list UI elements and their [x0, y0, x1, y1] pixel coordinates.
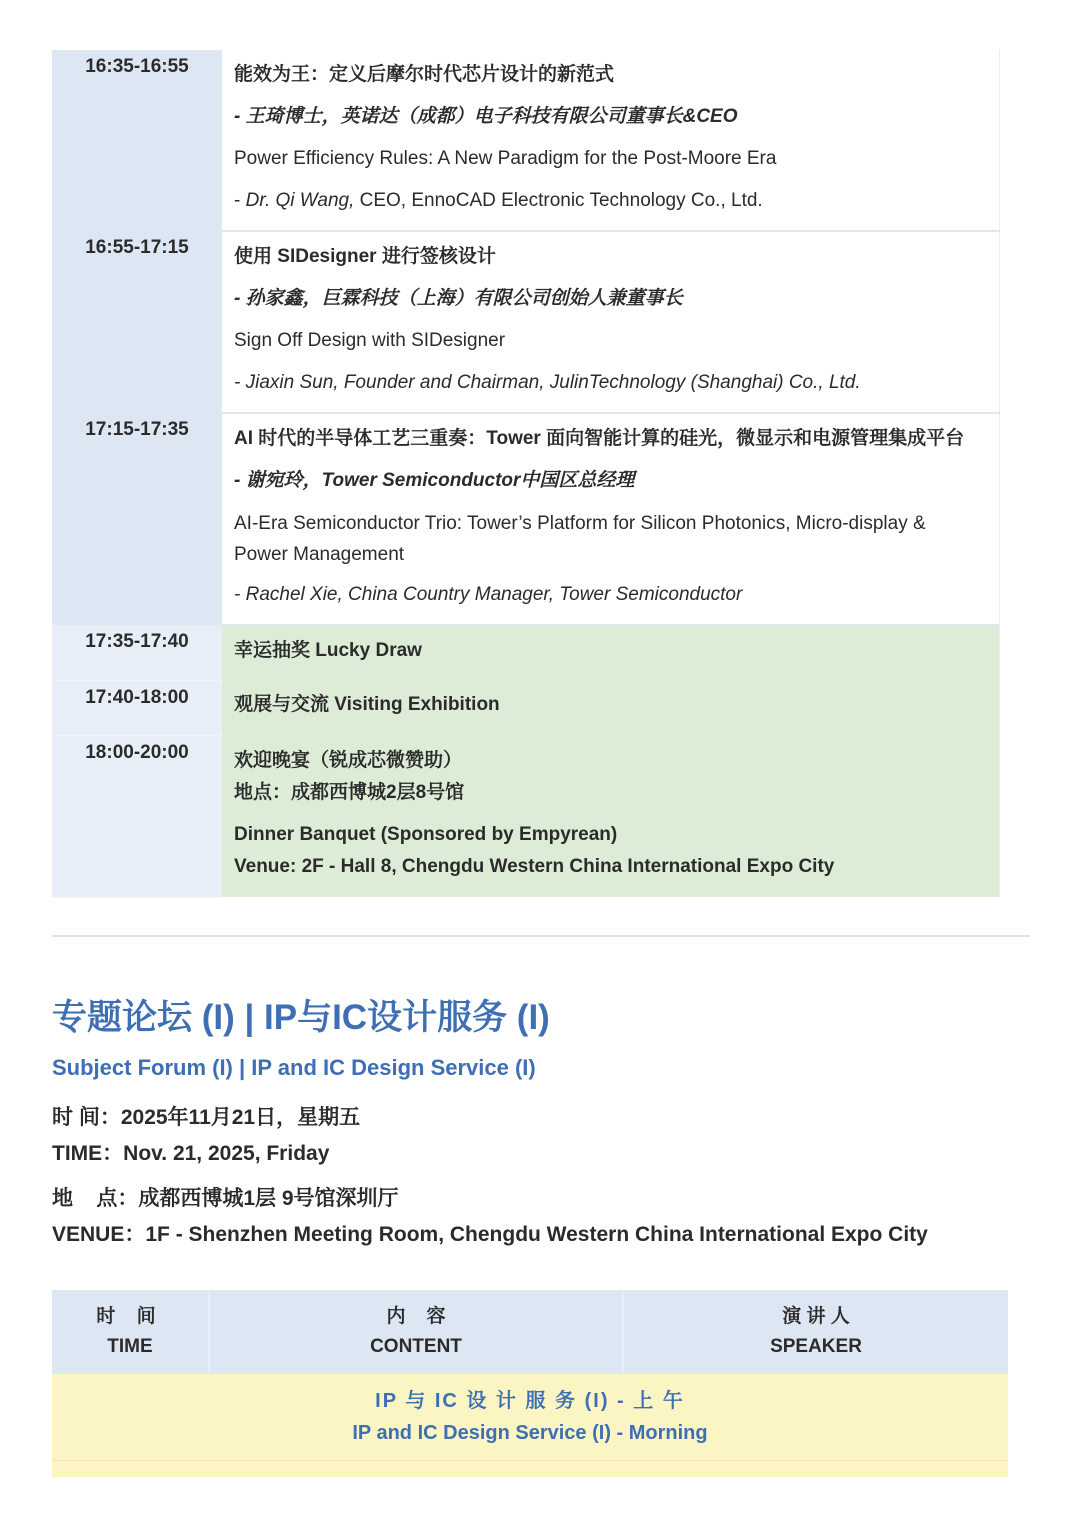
agenda-time: 17:35-17:40: [52, 625, 222, 680]
speaker-en-prefix: -: [234, 190, 246, 211]
header-speaker-en: SPEAKER: [770, 1336, 862, 1357]
schedule-row-cut: [52, 1461, 1008, 1478]
agenda-time: 16:35-16:55: [52, 50, 222, 231]
break-item: 幸运抽奖 Lucky Draw: [234, 640, 422, 661]
banquet-title-zh: 欢迎晚宴（锐成芯微赞助）: [234, 750, 463, 771]
speaker-en: - Jiaxin Sun, Founder and Chairman, JulinTechnology (Shanghai) Co., Ltd.: [234, 372, 861, 393]
agenda-row: [52, 50, 1000, 231]
forum-venue-en: VENUE：1F - Shenzhen Meeting Room, Chengdu Western China International Expo City: [52, 1223, 928, 1246]
talk-title-zh: 能效为王：定义后摩尔时代芯片设计的新范式: [234, 64, 615, 85]
agenda-content: [222, 413, 1000, 625]
schedule-row-partial: [52, 1461, 1008, 1478]
agenda-content: [222, 680, 1000, 735]
banquet-venue-en: Venue: 2F - Hall 8, Chengdu Western China International Expo City: [234, 856, 835, 877]
forum-subtitle: Subject Forum (I) | IP and IC Design Service (I): [52, 1055, 536, 1080]
speaker-zh: - 王琦博士，英诺达（成都）电子科技有限公司董事长&CEO: [234, 106, 738, 127]
talk-title-zh: AI 时代的半导体工艺三重奏：Tower 面向智能计算的硅光，微显示和电源管理集成平台: [234, 428, 965, 449]
header-time: [52, 1290, 209, 1374]
talk-title-zh: 使用 SIDesigner 进行签核设计: [234, 246, 496, 267]
schedule-section-row: [52, 1374, 1008, 1461]
section-heading-zh: IP 与 IC 设 计 服 务 (I) - 上 午: [375, 1390, 685, 1412]
speaker-en-name: Dr. Qi Wang,: [245, 190, 355, 211]
forum-time-zh: 时 间：2025年11月21日，星期五: [52, 1106, 361, 1129]
agenda-content: [222, 735, 1000, 897]
agenda-row-banquet: [52, 735, 1000, 897]
banquet-venue-zh: 地点：成都西博城2层8号馆: [234, 782, 465, 803]
agenda-content: [222, 50, 1000, 231]
agenda-row-break: [52, 680, 1000, 735]
section-heading: [52, 1374, 1008, 1461]
agenda-content: [222, 625, 1000, 680]
agenda-time: 16:55-17:15: [52, 231, 222, 413]
forum-title: 专题论坛 (I) | IP与IC设计服务 (I): [52, 998, 550, 1037]
header-content: [209, 1290, 623, 1374]
schedule-header-row: [52, 1290, 1008, 1374]
talk-title-en: Sign Off Design with SIDesigner: [234, 330, 506, 351]
banquet-title-en: Dinner Banquet (Sponsored by Empyrean): [234, 824, 618, 845]
agenda-row: [52, 231, 1000, 413]
forum-time-en: TIME：Nov. 21, 2025, Friday: [52, 1142, 330, 1165]
agenda-time: 18:00-20:00: [52, 735, 222, 897]
agenda-time: 17:15-17:35: [52, 413, 222, 625]
header-content-zh: 内 容: [386, 1306, 446, 1327]
header-time-en: TIME: [107, 1336, 153, 1357]
talk-title-en: Power Efficiency Rules: A New Paradigm for the Post-Moore Era: [234, 148, 777, 169]
break-item: 观展与交流 Visiting Exhibition: [234, 694, 500, 715]
section-heading-en: IP and IC Design Service (I) - Morning: [352, 1422, 708, 1444]
header-content-en: CONTENT: [370, 1336, 462, 1357]
agenda-table: [52, 50, 1000, 898]
forum-venue-zh: 地 点：成都西博城1层 9号馆深圳厅: [52, 1187, 399, 1210]
header-time-zh: 时 间: [96, 1306, 164, 1327]
header-speaker-zh: 演 讲 人: [782, 1306, 850, 1327]
speaker-zh: - 孙家鑫，巨霖科技（上海）有限公司创始人兼董事长: [234, 288, 683, 309]
agenda-content: [222, 231, 1000, 413]
header-speaker: [623, 1290, 1008, 1374]
agenda-row-break: [52, 625, 1000, 680]
speaker-zh: - 谢宛玲，Tower Semiconductor中国区总经理: [234, 470, 635, 491]
speaker-en: [234, 180, 977, 222]
talk-title-en: AI-Era Semiconductor Trio: Tower’s Platform for Silicon Photonics, Micro-display & Power Management: [234, 513, 926, 565]
speaker-en-affiliation: CEO, EnnoCAD Electronic Technology Co., Ltd.: [354, 190, 763, 211]
agenda-row: [52, 413, 1000, 625]
schedule-table: [52, 1290, 1008, 1477]
speaker-en: - Rachel Xie, China Country Manager, Tower Semiconductor: [234, 584, 743, 605]
agenda-time: 17:40-18:00: [52, 680, 222, 735]
section-divider: [52, 935, 1030, 937]
